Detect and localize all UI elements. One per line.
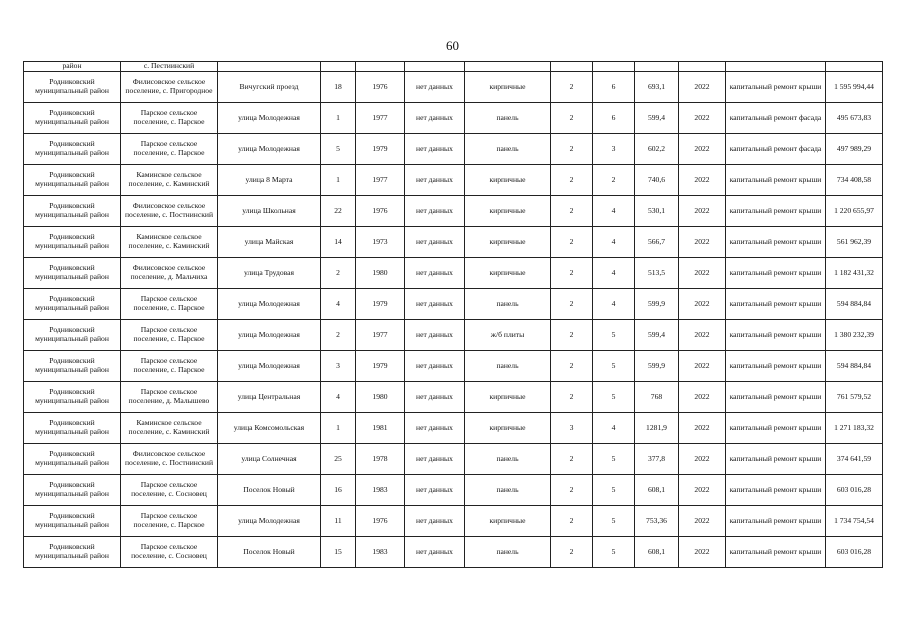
cell-house-number: 11 xyxy=(321,506,356,537)
cell-settlement: Парское сельское поселение, с. Парское xyxy=(121,289,218,320)
cell-settlement: Филисовское сельское поселение, д. Мальчиха xyxy=(121,258,218,289)
cell-area: 740,6 xyxy=(635,165,679,196)
cell-year-built: 1983 xyxy=(356,537,405,568)
cell-floors: 2 xyxy=(551,382,593,413)
cell-repair-year: 2022 xyxy=(679,475,726,506)
table-row xyxy=(24,165,883,196)
table-row xyxy=(24,537,883,568)
cell-area: 608,1 xyxy=(635,537,679,568)
cell-street: Поселок Новый xyxy=(218,475,321,506)
cell-work-type: капитальный ремонт фасада xyxy=(726,103,826,134)
cell-entrances: 5 xyxy=(593,475,635,506)
cell-entrances: 5 xyxy=(593,506,635,537)
cell-floors: 2 xyxy=(551,537,593,568)
cell-work-type: капитальный ремонт крыши xyxy=(726,258,826,289)
cell-house-number: 18 xyxy=(321,72,356,103)
cell-year-built xyxy=(356,62,405,72)
cell-floors: 2 xyxy=(551,320,593,351)
cell-year-built: 1979 xyxy=(356,351,405,382)
cell-repair-year: 2022 xyxy=(679,227,726,258)
cell-entrances: 4 xyxy=(593,413,635,444)
cell-reconstruction-year: нет данных xyxy=(405,475,465,506)
cell-cost: 594 884,84 xyxy=(826,289,883,320)
cell-area: 566,7 xyxy=(635,227,679,258)
cell-house-number: 2 xyxy=(321,320,356,351)
cell-floors: 2 xyxy=(551,351,593,382)
cell-entrances: 6 xyxy=(593,72,635,103)
cell-district: Родниковский муниципальный район xyxy=(24,413,121,444)
cell-wall-material: панель xyxy=(465,444,551,475)
cell-house-number: 22 xyxy=(321,196,356,227)
cell-repair-year: 2022 xyxy=(679,506,726,537)
cell-reconstruction-year: нет данных xyxy=(405,196,465,227)
cell-area: 599,9 xyxy=(635,289,679,320)
cell-settlement: с. Пестиинский xyxy=(121,62,218,72)
cell-reconstruction-year: нет данных xyxy=(405,444,465,475)
cell-cost: 603 016,28 xyxy=(826,475,883,506)
cell-reconstruction-year: нет данных xyxy=(405,413,465,444)
cell-cost: 1 182 431,32 xyxy=(826,258,883,289)
cell-repair-year xyxy=(679,62,726,72)
cell-area: 753,36 xyxy=(635,506,679,537)
housing-repair-table xyxy=(23,61,883,568)
cell-year-built: 1977 xyxy=(356,165,405,196)
cell-work-type: капитальный ремонт крыши xyxy=(726,382,826,413)
cell-street: улица Комсомольская xyxy=(218,413,321,444)
cell-reconstruction-year: нет данных xyxy=(405,506,465,537)
cell-year-built: 1980 xyxy=(356,258,405,289)
cell-wall-material: кирпичные xyxy=(465,227,551,258)
cell-entrances: 3 xyxy=(593,134,635,165)
cell-repair-year: 2022 xyxy=(679,289,726,320)
cell-repair-year: 2022 xyxy=(679,196,726,227)
cell-floors: 3 xyxy=(551,413,593,444)
table-row xyxy=(24,444,883,475)
cell-work-type xyxy=(726,62,826,72)
cell-year-built: 1973 xyxy=(356,227,405,258)
cell-work-type: капитальный ремонт крыши xyxy=(726,72,826,103)
cell-cost: 1 734 754,54 xyxy=(826,506,883,537)
cell-area: 530,1 xyxy=(635,196,679,227)
cell-year-built: 1976 xyxy=(356,72,405,103)
cell-cost: 594 884,84 xyxy=(826,351,883,382)
cell-cost: 1 595 994,44 xyxy=(826,72,883,103)
cell-entrances: 5 xyxy=(593,444,635,475)
cell-cost: 1 220 655,97 xyxy=(826,196,883,227)
cell-area: 513,5 xyxy=(635,258,679,289)
cell-wall-material: панель xyxy=(465,103,551,134)
cell-district: Родниковский муниципальный район xyxy=(24,196,121,227)
cell-repair-year: 2022 xyxy=(679,134,726,165)
cell-house-number: 1 xyxy=(321,103,356,134)
cell-floors: 2 xyxy=(551,475,593,506)
cell-street: Поселок Новый xyxy=(218,537,321,568)
cell-entrances: 4 xyxy=(593,258,635,289)
cell-wall-material: кирпичные xyxy=(465,196,551,227)
cell-district: Родниковский муниципальный район xyxy=(24,134,121,165)
cell-cost: 734 408,58 xyxy=(826,165,883,196)
cell-reconstruction-year: нет данных xyxy=(405,382,465,413)
cell-settlement: Парское сельское поселение, с. Парское xyxy=(121,506,218,537)
cell-work-type: капитальный ремонт крыши xyxy=(726,351,826,382)
cell-year-built: 1976 xyxy=(356,506,405,537)
cell-street: улица Молодежная xyxy=(218,351,321,382)
cell-wall-material xyxy=(465,62,551,72)
cell-cost: 497 989,29 xyxy=(826,134,883,165)
cell-district: Родниковский муниципальный район xyxy=(24,72,121,103)
cell-wall-material: панель xyxy=(465,289,551,320)
table-row xyxy=(24,227,883,258)
cell-settlement: Парское сельское поселение, с. Парское xyxy=(121,351,218,382)
cell-house-number: 25 xyxy=(321,444,356,475)
cell-district: район xyxy=(24,62,121,72)
cell-wall-material: кирпичные xyxy=(465,506,551,537)
cell-house-number: 1 xyxy=(321,165,356,196)
cell-house-number: 3 xyxy=(321,351,356,382)
cell-floors: 2 xyxy=(551,103,593,134)
cell-floors: 2 xyxy=(551,506,593,537)
table-row-continued xyxy=(24,62,883,72)
cell-entrances: 5 xyxy=(593,351,635,382)
cell-wall-material: панель xyxy=(465,134,551,165)
cell-work-type: капитальный ремонт крыши xyxy=(726,413,826,444)
cell-reconstruction-year: нет данных xyxy=(405,103,465,134)
cell-settlement: Парское сельское поселение, с. Сосновец xyxy=(121,475,218,506)
cell-area: 599,4 xyxy=(635,320,679,351)
cell-area: 693,1 xyxy=(635,72,679,103)
cell-area: 1281,9 xyxy=(635,413,679,444)
cell-cost: 374 641,59 xyxy=(826,444,883,475)
cell-year-built: 1977 xyxy=(356,103,405,134)
table-row xyxy=(24,103,883,134)
cell-settlement: Каминское сельское поселение, с. Каминский xyxy=(121,227,218,258)
cell-repair-year: 2022 xyxy=(679,103,726,134)
cell-district: Родниковский муниципальный район xyxy=(24,475,121,506)
cell-floors xyxy=(551,62,593,72)
cell-work-type: капитальный ремонт фасада xyxy=(726,134,826,165)
cell-year-built: 1979 xyxy=(356,289,405,320)
table-row xyxy=(24,351,883,382)
cell-cost xyxy=(826,62,883,72)
cell-street: улица Солнечная xyxy=(218,444,321,475)
cell-house-number: 5 xyxy=(321,134,356,165)
cell-settlement: Каминское сельское поселение, с. Каминский xyxy=(121,165,218,196)
cell-entrances: 5 xyxy=(593,537,635,568)
cell-repair-year: 2022 xyxy=(679,351,726,382)
cell-reconstruction-year: нет данных xyxy=(405,289,465,320)
page-number: 60 xyxy=(446,38,459,53)
cell-settlement: Филисовское сельское поселение, с. Постнинский xyxy=(121,196,218,227)
cell-cost: 495 673,83 xyxy=(826,103,883,134)
cell-entrances: 4 xyxy=(593,289,635,320)
cell-wall-material: ж/б плиты xyxy=(465,320,551,351)
cell-area xyxy=(635,62,679,72)
cell-work-type: капитальный ремонт крыши xyxy=(726,444,826,475)
cell-wall-material: кирпичные xyxy=(465,258,551,289)
cell-area: 768 xyxy=(635,382,679,413)
cell-area: 608,1 xyxy=(635,475,679,506)
cell-wall-material: кирпичные xyxy=(465,165,551,196)
cell-settlement: Парское сельское поселение, с. Парское xyxy=(121,134,218,165)
cell-entrances: 4 xyxy=(593,196,635,227)
table-row xyxy=(24,72,883,103)
cell-reconstruction-year: нет данных xyxy=(405,258,465,289)
table-row xyxy=(24,289,883,320)
cell-cost: 1 271 183,32 xyxy=(826,413,883,444)
cell-cost: 761 579,52 xyxy=(826,382,883,413)
cell-wall-material: кирпичные xyxy=(465,382,551,413)
cell-cost: 561 962,39 xyxy=(826,227,883,258)
cell-district: Родниковский муниципальный район xyxy=(24,382,121,413)
cell-district: Родниковский муниципальный район xyxy=(24,258,121,289)
cell-repair-year: 2022 xyxy=(679,258,726,289)
cell-settlement: Парское сельское поселение, с. Парское xyxy=(121,320,218,351)
cell-street: улица Трудовая xyxy=(218,258,321,289)
cell-street: улица Молодежная xyxy=(218,289,321,320)
cell-repair-year: 2022 xyxy=(679,165,726,196)
cell-entrances: 5 xyxy=(593,320,635,351)
cell-floors: 2 xyxy=(551,444,593,475)
cell-house-number: 4 xyxy=(321,289,356,320)
table-row xyxy=(24,413,883,444)
cell-work-type: капитальный ремонт крыши xyxy=(726,196,826,227)
cell-street: улица Молодежная xyxy=(218,320,321,351)
cell-year-built: 1978 xyxy=(356,444,405,475)
cell-floors: 2 xyxy=(551,258,593,289)
cell-wall-material: кирпичные xyxy=(465,413,551,444)
cell-house-number xyxy=(321,62,356,72)
cell-work-type: капитальный ремонт крыши xyxy=(726,227,826,258)
cell-house-number: 1 xyxy=(321,413,356,444)
cell-district: Родниковский муниципальный район xyxy=(24,506,121,537)
cell-street: улица Молодежная xyxy=(218,103,321,134)
cell-settlement: Каминское сельское поселение, с. Каминский xyxy=(121,413,218,444)
cell-area: 602,2 xyxy=(635,134,679,165)
cell-reconstruction-year: нет данных xyxy=(405,227,465,258)
cell-wall-material: панель xyxy=(465,537,551,568)
cell-house-number: 4 xyxy=(321,382,356,413)
cell-entrances: 4 xyxy=(593,227,635,258)
cell-reconstruction-year: нет данных xyxy=(405,537,465,568)
cell-cost: 603 016,28 xyxy=(826,537,883,568)
table-row xyxy=(24,320,883,351)
cell-year-built: 1983 xyxy=(356,475,405,506)
cell-street: улица Центральная xyxy=(218,382,321,413)
cell-repair-year: 2022 xyxy=(679,537,726,568)
cell-work-type: капитальный ремонт крыши xyxy=(726,506,826,537)
cell-repair-year: 2022 xyxy=(679,382,726,413)
cell-district: Родниковский муниципальный район xyxy=(24,227,121,258)
cell-year-built: 1980 xyxy=(356,382,405,413)
cell-work-type: капитальный ремонт крыши xyxy=(726,289,826,320)
table-row xyxy=(24,506,883,537)
cell-street xyxy=(218,62,321,72)
table-row xyxy=(24,382,883,413)
table-row xyxy=(24,196,883,227)
cell-year-built: 1976 xyxy=(356,196,405,227)
cell-district: Родниковский муниципальный район xyxy=(24,165,121,196)
cell-floors: 2 xyxy=(551,289,593,320)
cell-wall-material: кирпичные xyxy=(465,72,551,103)
cell-area: 599,9 xyxy=(635,351,679,382)
cell-floors: 2 xyxy=(551,165,593,196)
cell-work-type: капитальный ремонт крыши xyxy=(726,475,826,506)
cell-work-type: капитальный ремонт крыши xyxy=(726,320,826,351)
cell-floors: 2 xyxy=(551,134,593,165)
cell-reconstruction-year: нет данных xyxy=(405,320,465,351)
cell-entrances: 6 xyxy=(593,103,635,134)
cell-house-number: 16 xyxy=(321,475,356,506)
cell-settlement: Филисовское сельское поселение, с. Постнинский xyxy=(121,444,218,475)
cell-work-type: капитальный ремонт крыши xyxy=(726,537,826,568)
cell-district: Родниковский муниципальный район xyxy=(24,351,121,382)
cell-street: улица Майская xyxy=(218,227,321,258)
cell-reconstruction-year: нет данных xyxy=(405,351,465,382)
cell-entrances xyxy=(593,62,635,72)
cell-house-number: 14 xyxy=(321,227,356,258)
cell-repair-year: 2022 xyxy=(679,320,726,351)
cell-street: улица Молодежная xyxy=(218,506,321,537)
table-row xyxy=(24,475,883,506)
cell-area: 599,4 xyxy=(635,103,679,134)
cell-street: Вичугский проезд xyxy=(218,72,321,103)
cell-district: Родниковский муниципальный район xyxy=(24,289,121,320)
cell-reconstruction-year: нет данных xyxy=(405,72,465,103)
cell-wall-material: панель xyxy=(465,351,551,382)
cell-repair-year: 2022 xyxy=(679,444,726,475)
cell-repair-year: 2022 xyxy=(679,72,726,103)
cell-area: 377,8 xyxy=(635,444,679,475)
cell-district: Родниковский муниципальный район xyxy=(24,444,121,475)
cell-settlement: Парское сельское поселение, с. Сосновец xyxy=(121,537,218,568)
cell-settlement: Парское сельское поселение, с. Парское xyxy=(121,103,218,134)
cell-district: Родниковский муниципальный район xyxy=(24,103,121,134)
cell-cost: 1 380 232,39 xyxy=(826,320,883,351)
table-body xyxy=(24,62,883,568)
cell-street: улица 8 Марта xyxy=(218,165,321,196)
cell-settlement: Филисовское сельское поселение, с. Пригородное xyxy=(121,72,218,103)
cell-street: улица Школьная xyxy=(218,196,321,227)
cell-reconstruction-year: нет данных xyxy=(405,165,465,196)
cell-house-number: 2 xyxy=(321,258,356,289)
cell-house-number: 15 xyxy=(321,537,356,568)
cell-reconstruction-year xyxy=(405,62,465,72)
cell-wall-material: панель xyxy=(465,475,551,506)
cell-year-built: 1981 xyxy=(356,413,405,444)
cell-settlement: Парское сельское поселение, д. Малышево xyxy=(121,382,218,413)
cell-floors: 2 xyxy=(551,196,593,227)
cell-district: Родниковский муниципальный район xyxy=(24,537,121,568)
cell-entrances: 5 xyxy=(593,382,635,413)
cell-work-type: капитальный ремонт крыши xyxy=(726,165,826,196)
cell-district: Родниковский муниципальный район xyxy=(24,320,121,351)
cell-year-built: 1977 xyxy=(356,320,405,351)
cell-year-built: 1979 xyxy=(356,134,405,165)
cell-entrances: 2 xyxy=(593,165,635,196)
cell-street: улица Молодежная xyxy=(218,134,321,165)
table-row xyxy=(24,134,883,165)
cell-floors: 2 xyxy=(551,72,593,103)
cell-floors: 2 xyxy=(551,227,593,258)
cell-reconstruction-year: нет данных xyxy=(405,134,465,165)
table-row xyxy=(24,258,883,289)
cell-repair-year: 2022 xyxy=(679,413,726,444)
